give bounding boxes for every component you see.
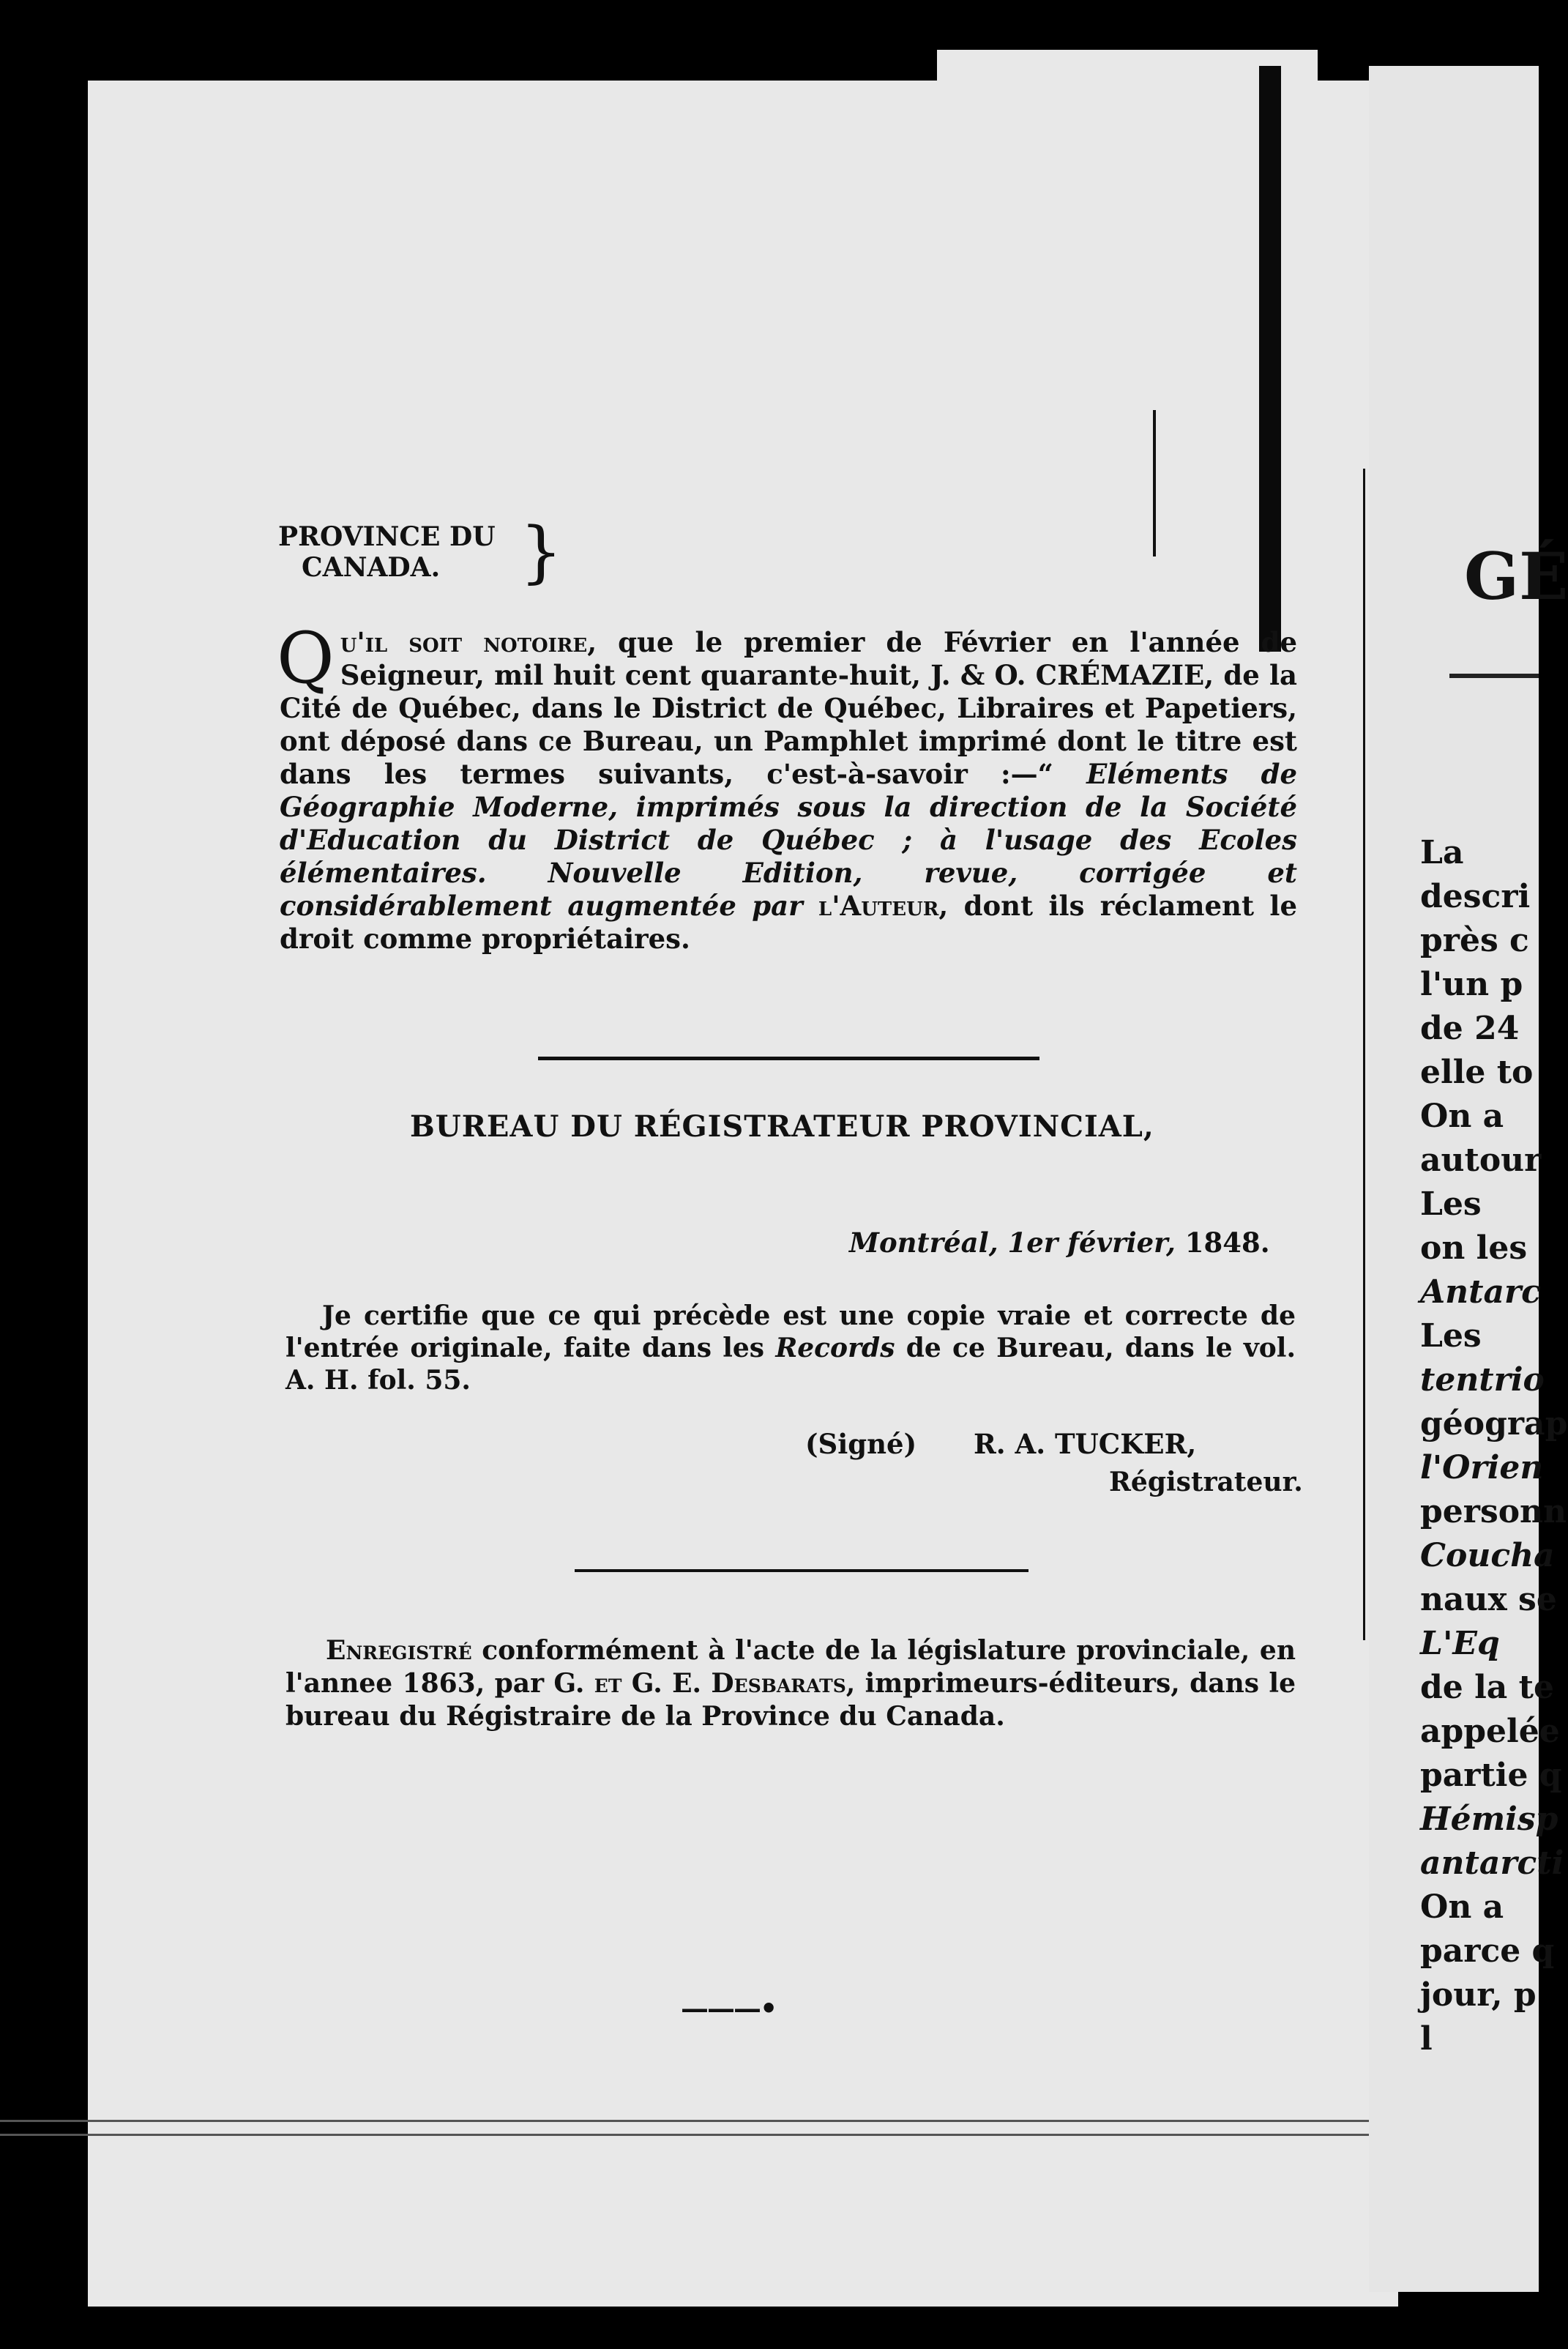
right-page-line: Les: [1420, 1317, 1482, 1355]
province-line-1: PROVINCE DU: [278, 521, 496, 552]
signer-name: R. A. TUCKER,: [974, 1428, 1197, 1460]
registration-paragraph: [285, 1634, 1296, 1733]
right-page-line: tentrio: [1420, 1361, 1545, 1399]
right-page-line: elle to: [1420, 1054, 1534, 1091]
enregistre-smallcaps: Enregistré: [326, 1635, 472, 1666]
right-page-title: GÉ: [1464, 538, 1568, 614]
drop-cap: Q: [277, 617, 335, 699]
section-rule-2: [575, 1569, 1028, 1572]
publisher-smallcaps: G. et G. E. Desbarats,: [553, 1668, 856, 1699]
section-rule: [538, 1057, 1039, 1060]
date-place: Montréal,: [849, 1226, 998, 1259]
right-page-line: On a: [1420, 1888, 1504, 1926]
registration-text-1: conformément à l'acte de la législature provinciale, en l'annee 1863, par: [285, 1635, 1296, 1699]
right-page-line: géograp: [1420, 1405, 1568, 1442]
date-day: 1er février,: [1007, 1226, 1176, 1259]
bottom-border-lines: [0, 2120, 1369, 2136]
right-page-line: autour: [1420, 1142, 1542, 1179]
right-page-line: Hémisp: [1420, 1801, 1558, 1838]
right-page-line: Antarc: [1420, 1273, 1541, 1311]
crease-mark: [1153, 410, 1156, 556]
right-page-line: de la te: [1420, 1669, 1554, 1706]
binding-shadow: [1259, 66, 1281, 652]
right-page-line: personn: [1420, 1493, 1567, 1530]
records-italic: Records: [775, 1333, 895, 1363]
notoire-smallcaps: u'il soit notoire,: [340, 626, 597, 658]
right-page-line: jour, p: [1420, 1976, 1537, 2014]
right-page-line: de 24: [1420, 1010, 1520, 1047]
province-line-2: CANADA.: [302, 552, 441, 583]
province-heading: [278, 513, 563, 591]
right-page-line: Coucha: [1420, 1537, 1555, 1574]
right-page-line: appelée: [1420, 1713, 1560, 1750]
right-page-line: l'Orien: [1420, 1449, 1544, 1486]
page-gutter: [1363, 469, 1365, 1640]
date-year: 1848.: [1184, 1226, 1270, 1259]
right-page-line: descri: [1420, 878, 1531, 915]
right-page-line: Les: [1420, 1185, 1482, 1223]
certification-text-b: de ce Bureau, dans le vol. A. H. fol. 55.: [285, 1333, 1296, 1396]
declaration-text-2: Seigneur, mil huit cent quarante-huit, J. & O. CRÉMAZIE, de la Cité de Québec, dans le District de Québec, Libraires et Papetiers, ont déposé dans ce Bureau, un Pamphlet imprimé dont le titre est dans les termes suivants, c'est-à-savoir :—“: [280, 659, 1297, 790]
declaration-text-1: que le premier de Février en l'année de: [597, 626, 1297, 658]
right-page-line: parce q: [1420, 1932, 1555, 1970]
certification-text-a: Je certifie que ce qui précède est une copie vraie et correcte de l'entrée originale, faite dans les: [285, 1300, 1296, 1363]
brace-icon: }: [520, 513, 563, 591]
right-page-line: L'Eq: [1420, 1625, 1500, 1662]
certification-paragraph: [285, 1300, 1296, 1396]
registration-text-2: imprimeurs-éditeurs, dans le bureau du Régistraire de la Province du Canada.: [285, 1668, 1296, 1732]
date-line: [849, 1226, 1270, 1259]
signe-label: (Signé): [805, 1428, 917, 1460]
right-page-rule: [1449, 674, 1539, 678]
tailpiece-ornament: ———•: [681, 1992, 777, 2025]
auteur-smallcaps: l'Auteur,: [818, 890, 949, 922]
right-page-line: On a: [1420, 1098, 1504, 1135]
right-page-line: l: [1420, 2020, 1433, 2058]
right-page-line: on les: [1420, 1229, 1528, 1267]
declaration-tail: dont ils réclament le droit comme propriétaires.: [280, 890, 1297, 955]
right-page-line: naux se: [1420, 1581, 1557, 1618]
declaration-paragraph: [277, 617, 1297, 956]
right-page-line: antarcti: [1420, 1844, 1564, 1882]
right-page-line: partie q: [1420, 1757, 1562, 1794]
book-title: Eléments de Géographie Moderne, imprimés sous la direction de la Société d'Education du District de Québec ; à l'usage des Ecoles élémentaires. Nouvelle Edition, revue, corrigée et considérablement augmentée par: [280, 758, 1297, 922]
left-page: [88, 81, 1398, 2307]
right-page-line: l'un p: [1420, 966, 1523, 1003]
right-page-line: La: [1420, 834, 1464, 871]
right-page-line: près c: [1420, 922, 1529, 959]
signer-title: Régistrateur.: [1109, 1467, 1303, 1497]
bureau-heading: BUREAU DU RÉGISTRATEUR PROVINCIAL,: [410, 1109, 1154, 1144]
